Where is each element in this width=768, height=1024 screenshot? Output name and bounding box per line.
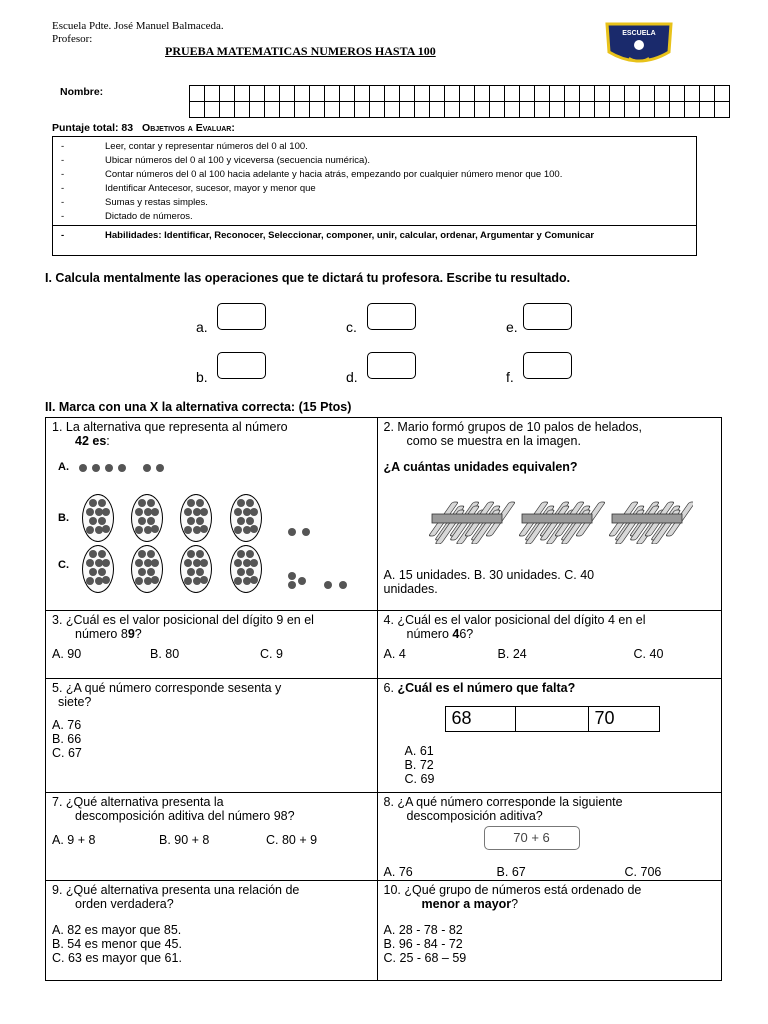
name-letter-cell[interactable]	[685, 86, 700, 102]
q2-question: ¿A cuántas unidades equivalen?	[383, 460, 578, 474]
question-5: 5. ¿A qué número corresponde sesenta y siete? A. 76 B. 66 C. 67	[46, 679, 378, 793]
name-letter-cell[interactable]	[715, 102, 730, 118]
page-title: PRUEBA MATEMATICAS NUMEROS HASTA 100	[165, 44, 436, 58]
name-letter-cell[interactable]	[250, 86, 265, 102]
name-letter-cell[interactable]	[550, 86, 565, 102]
dot-icon	[200, 525, 208, 533]
name-label: Nombre:	[60, 86, 104, 98]
name-letter-cell[interactable]	[580, 102, 595, 118]
name-letter-cell[interactable]	[385, 102, 400, 118]
dot-icon	[102, 559, 110, 567]
abilities-divider	[53, 225, 696, 227]
dot-icon	[234, 526, 242, 534]
name-letter-cell[interactable]	[670, 102, 685, 118]
q9-option-b[interactable]: B. 54 es menor que 45.	[52, 937, 182, 951]
q4-option-b[interactable]: B. 24	[497, 647, 527, 661]
q5-text: 5. ¿A qué número corresponde sesenta y	[52, 681, 282, 695]
dot-icon	[184, 559, 192, 567]
questions-table	[45, 417, 722, 981]
question-4: 4. ¿Cuál es el valor posicional del dígito 4 en el número 46? A. 4 B. 24 C. 40	[377, 611, 721, 679]
q1-option-c-label[interactable]: C.	[58, 559, 69, 571]
dot-icon	[196, 499, 204, 507]
dot-icon	[298, 577, 306, 585]
dot-icon	[288, 528, 296, 536]
q6-seq-first: 68	[446, 707, 516, 731]
dot-icon	[151, 576, 159, 584]
dot-icon	[98, 568, 106, 576]
q6-question: ¿Cuál es el número que falta?	[397, 681, 576, 695]
score-label: Puntaje total: 83	[52, 122, 134, 134]
name-letter-cell[interactable]	[700, 86, 715, 102]
dot-icon	[234, 559, 242, 567]
dot-icon	[246, 499, 254, 507]
name-letter-cell[interactable]	[610, 86, 625, 102]
dot-icon	[302, 528, 310, 536]
q8-option-c[interactable]: C. 706	[624, 865, 662, 879]
name-letter-cell[interactable]	[490, 102, 505, 118]
answer-box-d[interactable]	[367, 352, 416, 379]
dot-icon	[196, 568, 204, 576]
name-letter-cell[interactable]	[565, 102, 580, 118]
dot-icon	[89, 517, 97, 525]
dot-icon	[92, 464, 100, 472]
q3-option-b[interactable]: B. 80	[150, 647, 180, 661]
name-letter-cell[interactable]	[595, 102, 610, 118]
name-letter-cell[interactable]	[700, 102, 715, 118]
dot-icon	[147, 499, 155, 507]
q6-option-a[interactable]: A. 61	[404, 744, 434, 758]
answer-label-c: c.	[346, 319, 357, 335]
dot-icon	[79, 464, 87, 472]
name-letter-cell[interactable]	[415, 86, 430, 102]
q8-text: 8. ¿A qué número corresponde la siguiente	[383, 795, 623, 809]
name-letter-cell[interactable]	[715, 86, 730, 102]
name-letter-cell[interactable]	[190, 102, 205, 118]
dot-icon	[151, 559, 159, 567]
name-letter-cell[interactable]	[610, 102, 625, 118]
name-letter-cell[interactable]	[460, 86, 475, 102]
name-letter-cell[interactable]	[400, 86, 415, 102]
q6-option-b[interactable]: B. 72	[404, 758, 434, 772]
q7-text: 7. ¿Qué alternativa presenta la	[52, 795, 224, 809]
dot-icon	[151, 508, 159, 516]
q10-option-c[interactable]: C. 25 - 68 – 59	[383, 951, 467, 965]
school-logo	[603, 18, 675, 70]
q7-option-c[interactable]: C. 80 + 9	[266, 833, 318, 847]
q1-text: 1. La alternativa que representa al número	[52, 420, 288, 434]
q4-option-c[interactable]: C. 40	[633, 647, 664, 661]
dot-icon	[89, 550, 97, 558]
name-letter-cell[interactable]	[565, 86, 580, 102]
dot-icon	[89, 499, 97, 507]
name-letter-cell[interactable]	[595, 86, 610, 102]
dot-icon	[339, 581, 347, 589]
q9-option-a[interactable]: A. 82 es mayor que 85.	[52, 923, 182, 937]
answer-box-f[interactable]	[523, 352, 572, 379]
bundle-band	[432, 514, 502, 523]
dot-icon	[246, 568, 254, 576]
name-letter-cell[interactable]	[235, 102, 250, 118]
name-letter-cell[interactable]	[535, 86, 550, 102]
dot-icon	[86, 577, 94, 585]
dot-icon	[187, 550, 195, 558]
dot-icon	[138, 550, 146, 558]
q8-expression: 70 + 6	[484, 826, 580, 850]
dot-icon	[86, 508, 94, 516]
dot-icon	[135, 508, 143, 516]
dot-icon	[102, 576, 110, 584]
q8-option-b[interactable]: B. 67	[496, 865, 526, 879]
name-letter-cell[interactable]	[445, 86, 460, 102]
answer-box-b[interactable]	[217, 352, 266, 379]
name-letter-cell[interactable]	[355, 102, 370, 118]
name-letter-cell[interactable]	[475, 102, 490, 118]
dot-icon	[118, 464, 126, 472]
name-letter-cell[interactable]	[295, 86, 310, 102]
dot-icon	[200, 508, 208, 516]
dot-icon	[86, 526, 94, 534]
bundle-band	[522, 514, 592, 523]
dot-icon	[250, 559, 258, 567]
name-letter-cell[interactable]	[460, 102, 475, 118]
name-letter-cell[interactable]	[280, 102, 295, 118]
name-letter-cell[interactable]	[490, 86, 505, 102]
name-letter-cell[interactable]	[205, 102, 220, 118]
dot-icon	[187, 568, 195, 576]
dot-icon	[200, 576, 208, 584]
name-letter-cell[interactable]	[505, 102, 520, 118]
name-letter-cell[interactable]	[295, 102, 310, 118]
question-3: 3. ¿Cuál es el valor posicional del dígito 9 en el número 89? A. 90 B. 80 C. 9	[46, 611, 378, 679]
dot-icon	[105, 464, 113, 472]
answer-label-d: d.	[346, 369, 358, 385]
q1-option-b-label[interactable]: B.	[58, 512, 69, 524]
dot-icon	[138, 499, 146, 507]
q9-option-c[interactable]: C. 63 es mayor que 61.	[52, 951, 182, 965]
q4-option-a[interactable]: A. 4	[383, 647, 406, 661]
answer-box-a[interactable]	[217, 303, 266, 330]
school-header	[52, 20, 224, 46]
dot-icon	[147, 550, 155, 558]
dot-icon	[246, 517, 254, 525]
dot-icon	[184, 508, 192, 516]
name-letter-cell[interactable]	[340, 86, 355, 102]
q1-number: 42 es	[75, 434, 107, 448]
q7-option-a[interactable]: A. 9 + 8	[52, 833, 96, 847]
name-letter-cell[interactable]	[430, 86, 445, 102]
dot-icon	[147, 517, 155, 525]
answer-label-f: f.	[506, 369, 514, 385]
name-letter-cell[interactable]	[190, 86, 205, 102]
objectives-label: Objetivos a Evaluar:	[142, 122, 235, 134]
teacher-label: Profesor:	[52, 33, 93, 45]
name-letter-cell[interactable]	[655, 102, 670, 118]
dot-icon	[187, 517, 195, 525]
section-2-title: II. Marca con una X la alternativa correcta: (15 Ptos)	[45, 400, 352, 414]
name-letter-cell[interactable]	[265, 102, 280, 118]
name-letter-cell[interactable]	[310, 102, 325, 118]
answer-label-e: e.	[506, 319, 518, 335]
q6-sequence	[445, 706, 660, 732]
q9-text: 9. ¿Qué alternativa presenta una relación de	[52, 883, 300, 897]
dot-icon	[237, 499, 245, 507]
name-letter-cell[interactable]	[355, 86, 370, 102]
name-letter-cell[interactable]	[325, 102, 340, 118]
section-1-title: I. Calcula mentalmente las operaciones que te dictará tu profesora. Escribe tu resultado.	[45, 271, 571, 285]
name-letter-cell[interactable]	[655, 86, 670, 102]
dot-icon	[98, 499, 106, 507]
q10-option-a[interactable]: A. 28 - 78 - 82	[383, 923, 463, 937]
q2-text: 2. Mario formó grupos de 10 palos de helados,	[383, 420, 643, 434]
name-letter-cell[interactable]	[310, 86, 325, 102]
dot-icon	[237, 568, 245, 576]
question-9: 9. ¿Qué alternativa presenta una relación de orden verdadera? A. 82 es mayor que 85. B. 54 es menor que 45. C. 63 es mayor que 61.	[46, 881, 378, 981]
name-letter-cell[interactable]	[430, 102, 445, 118]
name-letter-cell[interactable]	[625, 86, 640, 102]
objectives-box: - Leer, contar y representar números del 0 al 100. - Ubicar números del 0 al 100 y viceversa (secuencia numérica). - Contar números del 0 al 100 hacia adelante y hacia atrás, empezando por cualquier número menor que 100. - Identificar Antecesor, sucesor, mayor y menor que - Sumas y restas simples. - Dictado de números. - Habilidades: Identificar, Reconocer, Seleccionar, componer, unir, calcular, ordenar, Argumentar y Comunicar	[52, 136, 697, 256]
dot-icon	[89, 568, 97, 576]
name-letter-cell[interactable]	[280, 86, 295, 102]
dot-icon	[135, 559, 143, 567]
dot-icon	[184, 577, 192, 585]
name-letter-cell[interactable]	[415, 102, 430, 118]
name-letter-cell[interactable]	[625, 102, 640, 118]
dot-icon	[138, 568, 146, 576]
name-letter-cell[interactable]	[265, 86, 280, 102]
q10-text: 10. ¿Qué grupo de números está ordenado de	[383, 883, 642, 897]
dot-icon	[143, 464, 151, 472]
answer-label-b: b.	[196, 369, 208, 385]
dot-icon	[288, 581, 296, 589]
dot-icon	[234, 508, 242, 516]
name-letter-cell[interactable]	[205, 86, 220, 102]
name-letter-cell[interactable]	[220, 86, 235, 102]
bundle-band	[612, 514, 682, 523]
answer-box-e[interactable]	[523, 303, 572, 330]
name-letter-cell[interactable]	[505, 86, 520, 102]
logo-text: ESCUELA	[622, 30, 656, 37]
name-grid[interactable]	[189, 85, 730, 118]
q6-seq-blank[interactable]	[516, 707, 589, 731]
dot-icon	[135, 526, 143, 534]
q10-option-b[interactable]: B. 96 - 84 - 72	[383, 937, 463, 951]
question-7: 7. ¿Qué alternativa presenta la descomposición aditiva del número 98? A. 9 + 8 B. 90 + 8 C. 80 + 9	[46, 793, 378, 881]
name-letter-cell[interactable]	[535, 102, 550, 118]
dot-icon	[246, 550, 254, 558]
school-name: Escuela Pdte. José Manuel Balmaceda.	[52, 20, 224, 32]
q6-options	[405, 744, 435, 786]
name-letter-cell[interactable]	[580, 86, 595, 102]
answer-label-a: a.	[196, 319, 208, 335]
dot-icon	[102, 525, 110, 533]
dot-icon	[250, 508, 258, 516]
name-letter-cell[interactable]	[250, 102, 265, 118]
q5-option-a[interactable]: A. 76	[52, 718, 82, 732]
dot-icon	[156, 464, 164, 472]
name-letter-cell[interactable]	[685, 102, 700, 118]
name-letter-cell[interactable]	[235, 86, 250, 102]
q6-seq-last: 70	[594, 708, 615, 728]
q4-text: 4. ¿Cuál es el valor posicional del dígito 4 en el	[383, 613, 646, 627]
dot-icon	[237, 517, 245, 525]
q3-option-c[interactable]: C. 9	[260, 647, 283, 661]
dot-icon	[86, 559, 94, 567]
name-letter-cell[interactable]	[445, 102, 460, 118]
question-6: 6. ¿Cuál es el número que falta? 68 70 A. 61 B. 72 C. 69	[377, 679, 721, 793]
dot-icon	[200, 559, 208, 567]
dot-icon	[234, 577, 242, 585]
dot-icon	[135, 577, 143, 585]
dot-icon	[138, 517, 146, 525]
dot-icon	[324, 581, 332, 589]
q2-options[interactable]: A. 15 unidades. B. 30 unidades. C. 40 unidades.	[383, 568, 595, 596]
name-letter-cell[interactable]	[385, 86, 400, 102]
name-letter-cell[interactable]	[370, 86, 385, 102]
name-letter-cell[interactable]	[640, 102, 655, 118]
name-letter-cell[interactable]	[520, 102, 535, 118]
name-letter-cell[interactable]	[640, 86, 655, 102]
q7-option-b[interactable]: B. 90 + 8	[159, 833, 210, 847]
dot-icon	[147, 568, 155, 576]
dot-icon	[102, 508, 110, 516]
name-letter-cell[interactable]	[550, 102, 565, 118]
q5-option-c[interactable]: C. 67	[52, 746, 82, 760]
dot-icon	[196, 517, 204, 525]
score-line	[52, 122, 235, 134]
name-letter-cell[interactable]	[340, 102, 355, 118]
dot-icon	[250, 525, 258, 533]
dot-icon	[98, 550, 106, 558]
dot-icon	[187, 499, 195, 507]
q3-text: 3. ¿Cuál es el valor posicional del dígito 9 en el	[52, 613, 314, 627]
name-letter-cell[interactable]	[370, 102, 385, 118]
question-2: 2. Mario formó grupos de 10 palos de helados, como se muestra en la imagen. ¿A cuántas unidades equivalen? A. 15 unidades. B. 30 unidades. C. 40 unidades.	[377, 418, 721, 611]
name-letter-cell[interactable]	[520, 86, 535, 102]
name-letter-cell[interactable]	[475, 86, 490, 102]
dot-icon	[288, 572, 296, 580]
dot-icon	[184, 526, 192, 534]
q1-option-a-label[interactable]: A.	[58, 461, 69, 473]
q8-option-a[interactable]: A. 76	[383, 865, 413, 879]
question-8: 8. ¿A qué número corresponde la siguiente descomposición aditiva? 70 + 6 A. 76 B. 67 C. 706	[377, 793, 721, 881]
dot-icon	[250, 576, 258, 584]
popsicle-sticks-image	[428, 494, 693, 544]
answer-box-c[interactable]	[367, 303, 416, 330]
q5-option-b[interactable]: B. 66	[52, 732, 82, 746]
name-letter-cell[interactable]	[220, 102, 235, 118]
name-letter-cell[interactable]	[325, 86, 340, 102]
dot-icon	[237, 550, 245, 558]
dot-icon	[196, 550, 204, 558]
question-1: 1. La alternativa que representa al número 42 es: A. B. C.	[46, 418, 378, 611]
name-letter-cell[interactable]	[670, 86, 685, 102]
question-10: 10. ¿Qué grupo de números está ordenado de menor a mayor? A. 28 - 78 - 82 B. 96 - 84 - 72 C. 25 - 68 – 59	[377, 881, 721, 981]
q3-option-a[interactable]: A. 90	[52, 647, 82, 661]
name-letter-cell[interactable]	[400, 102, 415, 118]
dot-icon	[151, 525, 159, 533]
dot-icon	[98, 517, 106, 525]
q6-option-c[interactable]: C. 69	[404, 772, 435, 786]
